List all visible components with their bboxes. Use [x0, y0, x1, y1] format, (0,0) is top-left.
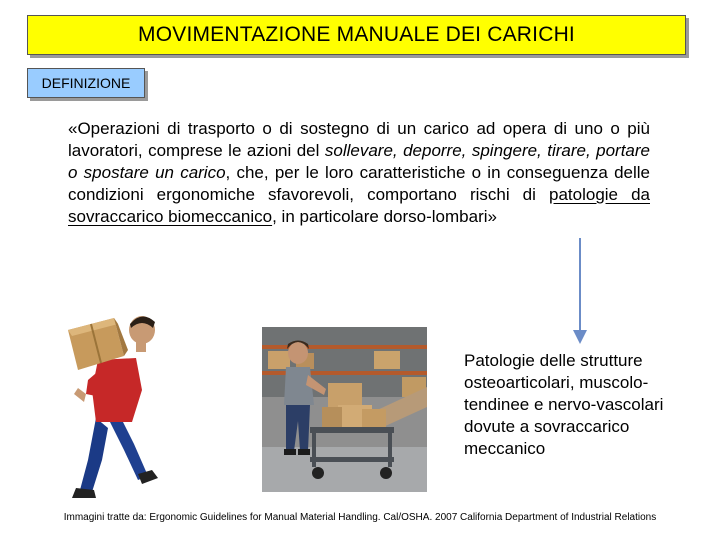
definition-label-box [27, 68, 145, 98]
definition-label: DEFINIZIONE [41, 75, 131, 91]
pathologies-text: Patologie delle strutture osteoarticolari, muscolo-tendinee e nervo-vascolari dovute a sovraccarico meccanico [464, 351, 664, 458]
definition-pathologies: patologie da sovraccarico biomeccanico [68, 185, 650, 226]
page-title: MOVIMENTAZIONE MANUALE DEI CARICHI [138, 23, 575, 46]
worker-pushing-cart-image [262, 327, 427, 492]
definition-part-5: , in particolare dorso-lombari» [272, 207, 497, 226]
definition-part-1: «Operazioni di trasporto o di sostegno di un carico ad opera di uno o più lavoratori, comprese le azioni del [68, 119, 650, 160]
title-banner [27, 15, 686, 55]
down-arrow-icon [570, 238, 590, 346]
definition-part-3: , che, per le loro caratteristiche o in conseguenza delle condizioni ergonomiche sfavorevoli, comportano rischi di [68, 163, 650, 204]
definition-text [68, 118, 650, 228]
definition-actions: sollevare, deporre, spingere, tirare, portare o spostare un carico [68, 141, 650, 182]
image-credit-caption: Immagini tratte da: Ergonomic Guidelines for Manual Material Handling. Cal/OSHA. 2007 California Department of Industrial Relations [63, 512, 657, 523]
worker-lifting-box-image [58, 310, 168, 500]
